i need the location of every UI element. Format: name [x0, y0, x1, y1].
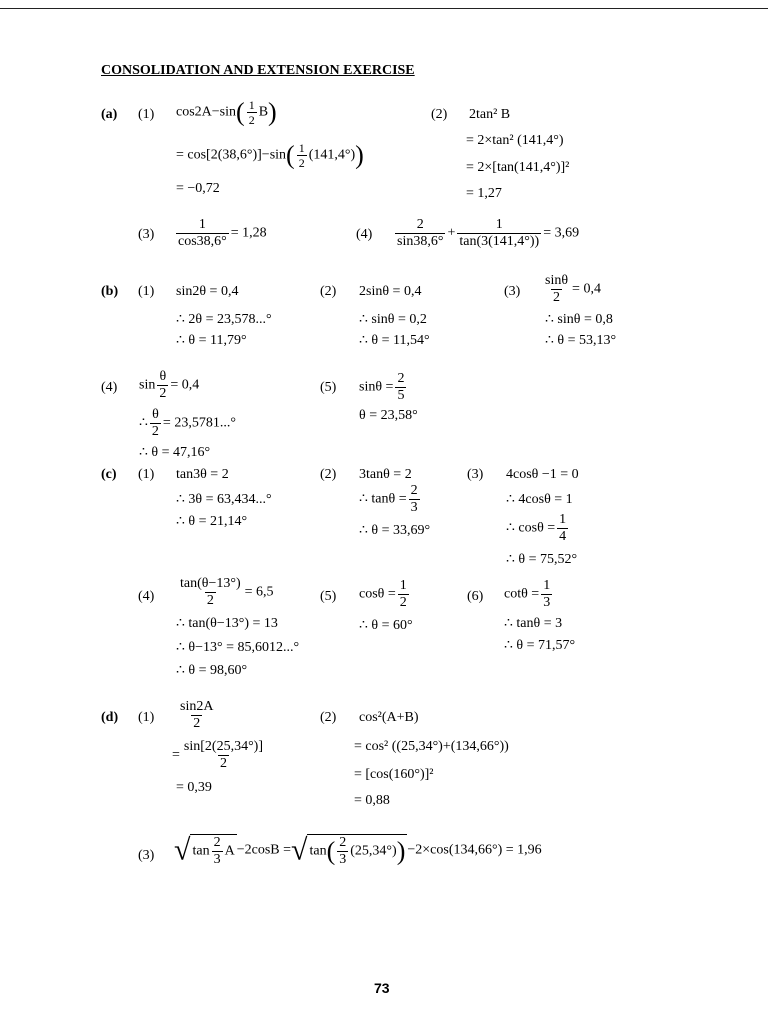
paren: )	[268, 97, 277, 127]
tan-text: tan	[192, 843, 210, 859]
c4-line2: ∴ tan(θ−13°) = 13	[176, 616, 278, 631]
part-b-label: (b)	[101, 284, 119, 299]
a2-line2: = 2×tan² (141,4°)	[466, 133, 564, 148]
c1-number: (1)	[138, 467, 155, 482]
c5-number: (5)	[320, 589, 337, 604]
d1-fraction	[178, 700, 215, 731]
paren: (	[286, 140, 295, 170]
denominator: 2	[206, 593, 214, 608]
a3-fraction	[176, 218, 229, 249]
c6-line1	[504, 579, 554, 610]
d2-number: (2)	[320, 710, 337, 725]
paren: )	[396, 836, 406, 866]
a1-expr-post: B	[258, 104, 269, 120]
b3-line2: ∴ sinθ = 0,8	[545, 312, 613, 327]
d1-line1	[176, 700, 217, 731]
denominator: 2	[248, 113, 255, 127]
a2-line3: = 2×[tan(141,4°)]²	[466, 160, 570, 175]
d1-line2	[172, 740, 267, 771]
numerator: 2	[410, 483, 418, 498]
d2-line1: cos²(A+B)	[359, 710, 419, 725]
b3-number: (3)	[504, 284, 521, 299]
c3-line4: ∴ θ = 75,52°	[506, 552, 578, 567]
c6-pre: cotθ =	[504, 586, 540, 602]
b4-pre: sin	[139, 377, 156, 393]
d1-line3: = 0,39	[176, 780, 212, 795]
a1-line1	[176, 99, 277, 126]
sqrt-sign: √	[291, 833, 308, 867]
a4-expr	[393, 218, 579, 249]
tan-text: tan	[309, 843, 327, 859]
a-text: A	[224, 843, 235, 859]
d3-angle: (25,34°)	[350, 843, 397, 859]
b4-line1	[139, 370, 199, 401]
a3-result: = 1,28	[230, 225, 267, 241]
a1-line2	[176, 142, 364, 169]
c3-number: (3)	[467, 467, 484, 482]
numerator: 1	[399, 578, 407, 593]
c2-line2	[359, 484, 422, 515]
denominator: 2	[553, 290, 561, 305]
numerator: θ	[159, 369, 167, 384]
b2-line3: ∴ θ = 11,54°	[359, 333, 430, 348]
c4-line3: ∴ θ−13° = 85,6012...°	[176, 640, 300, 655]
a2-number: (2)	[431, 107, 448, 122]
paren: )	[355, 140, 364, 170]
paren: (	[236, 97, 245, 127]
paren: (	[326, 836, 336, 866]
denominator: sin38,6°	[397, 234, 444, 249]
c5-line2: ∴ θ = 60°	[359, 618, 413, 633]
d3-end: −2×cos(134,66°) = 1,96	[407, 842, 542, 858]
numerator: 2	[213, 835, 221, 850]
c3-line2: ∴ 4cosθ = 1	[506, 492, 573, 507]
a3-expr	[174, 218, 267, 249]
numerator: 1	[495, 217, 503, 232]
b4-line3: ∴ θ = 47,16°	[139, 445, 211, 460]
b4-post: = 0,4	[170, 377, 200, 393]
denominator: 2	[298, 156, 305, 170]
c2-pre: ∴ tanθ =	[359, 491, 407, 507]
a1-expr: cos2A−sin	[176, 104, 237, 120]
c5-pre: cosθ =	[359, 586, 396, 602]
denominator: 3	[339, 852, 347, 867]
a4-fraction2	[457, 218, 541, 249]
c6-line2: ∴ tanθ = 3	[504, 616, 563, 631]
c4-number: (4)	[138, 589, 155, 604]
denominator: cos38,6°	[178, 234, 227, 249]
b5-pre: sinθ =	[359, 379, 394, 395]
denominator: 3	[213, 852, 221, 867]
denominator: 5	[397, 388, 405, 403]
numerator: 1	[298, 141, 305, 155]
c6-number: (6)	[467, 589, 484, 604]
b1-line2: ∴ 2θ = 23,578...°	[176, 312, 272, 327]
denominator: 3	[543, 595, 551, 610]
c6-line3: ∴ θ = 71,57°	[504, 638, 576, 653]
top-rule	[0, 8, 768, 9]
c3-pre: ∴ cosθ =	[506, 520, 556, 536]
numerator: 1	[559, 512, 567, 527]
b4-line2-post: = 23,5781...°	[162, 415, 236, 431]
a2-line4: = 1,27	[466, 186, 502, 201]
b1-number: (1)	[138, 284, 155, 299]
equals: =	[172, 747, 180, 763]
a2-line1: 2tan² B	[469, 107, 511, 122]
numerator: 2	[397, 371, 405, 386]
a4-number: (4)	[356, 227, 373, 242]
denominator: 2	[151, 424, 159, 439]
numerator: θ	[152, 407, 159, 422]
b4-number: (4)	[101, 380, 118, 395]
a1-line2-post: (141,4°)	[308, 147, 356, 163]
page-number: 73	[374, 980, 390, 996]
d3-line1	[174, 834, 542, 867]
denominator: 2	[399, 595, 407, 610]
b1-line3: ∴ θ = 11,79°	[176, 333, 247, 348]
c1-line1: tan3θ = 2	[176, 467, 229, 482]
numerator: 1	[198, 217, 206, 232]
a1-line3: = −0,72	[176, 181, 220, 196]
denominator: 3	[410, 500, 418, 515]
part-c-label: (c)	[101, 467, 117, 482]
a1-fraction	[247, 99, 257, 126]
numerator: 1	[248, 98, 255, 112]
b3-line1	[541, 274, 601, 305]
denominator: tan(3(141,4°))	[459, 234, 540, 249]
numerator: 1	[543, 578, 551, 593]
b4-line2	[139, 408, 236, 439]
c2-line1: 3tanθ = 2	[359, 467, 412, 482]
a1-number: (1)	[138, 107, 155, 122]
a1-line2-pre: = cos[2(38,6°)]−sin	[176, 147, 287, 163]
c1-line3: ∴ θ = 21,14°	[176, 514, 248, 529]
b5-line2: θ = 23,58°	[359, 408, 418, 423]
b4-line2-fraction	[150, 408, 161, 439]
part-a-label: (a)	[101, 107, 118, 122]
b4-fraction	[157, 370, 168, 401]
b3-line3: ∴ θ = 53,13°	[545, 333, 617, 348]
c5-fraction	[398, 579, 409, 610]
b5-line1	[359, 372, 408, 403]
c5-line1	[359, 579, 411, 610]
d3-sqrt2	[307, 834, 407, 867]
d3-number: (3)	[138, 848, 155, 863]
d3-fraction	[212, 836, 223, 867]
d2-line4: = 0,88	[354, 793, 390, 808]
c4-post: = 6,5	[244, 584, 274, 600]
sqrt-sign: √	[174, 833, 191, 867]
exercise-heading: CONSOLIDATION AND EXTENSION EXERCISE	[101, 63, 415, 78]
d1-fraction2	[182, 740, 265, 771]
c2-line3: ∴ θ = 33,69°	[359, 523, 431, 538]
c2-fraction	[409, 484, 420, 515]
numerator: sin2A	[180, 699, 214, 714]
d2-line3: = [cos(160°)]²	[354, 767, 434, 782]
numerator: sinθ	[545, 273, 569, 288]
b1-line1: sin2θ = 0,4	[176, 284, 239, 299]
c4-line4: ∴ θ = 98,60°	[176, 663, 248, 678]
b2-line2: ∴ sinθ = 0,2	[359, 312, 427, 327]
d3-fraction2	[337, 836, 348, 867]
part-d-label: (d)	[101, 710, 119, 725]
c3-line1: 4cosθ −1 = 0	[506, 467, 579, 482]
d3-sqrt1	[190, 834, 236, 867]
therefore: ∴	[139, 415, 148, 431]
numerator: sin[2(25,34°)]	[183, 739, 263, 754]
d2-line2: = cos² ((25,34°)+(134,66°))	[354, 739, 509, 754]
c4-line1	[176, 577, 274, 608]
c3-line3	[506, 513, 570, 544]
d3-mid: −2cosB =	[236, 842, 291, 858]
c3-fraction	[557, 513, 568, 544]
a3-number: (3)	[138, 227, 155, 242]
b3-fraction	[543, 274, 570, 305]
c1-line2: ∴ 3θ = 63,434...°	[176, 492, 272, 507]
b5-fraction	[395, 372, 406, 403]
numerator: 2	[339, 835, 347, 850]
b2-number: (2)	[320, 284, 337, 299]
d1-number: (1)	[138, 710, 155, 725]
c4-fraction	[178, 577, 243, 608]
denominator: 4	[559, 529, 567, 544]
b2-line1: 2sinθ = 0,4	[359, 284, 422, 299]
a4-fraction1	[395, 218, 445, 249]
plus: +	[447, 225, 456, 241]
denominator: 2	[159, 386, 167, 401]
a1-line2-fraction	[297, 142, 307, 169]
denominator: 2	[193, 716, 201, 731]
c2-number: (2)	[320, 467, 337, 482]
b3-post: = 0,4	[572, 281, 601, 297]
b5-number: (5)	[320, 380, 337, 395]
c6-fraction	[541, 579, 552, 610]
a4-result: = 3,69	[543, 225, 580, 241]
numerator: tan(θ−13°)	[180, 576, 241, 591]
numerator: 2	[416, 217, 424, 232]
denominator: 2	[219, 756, 227, 771]
